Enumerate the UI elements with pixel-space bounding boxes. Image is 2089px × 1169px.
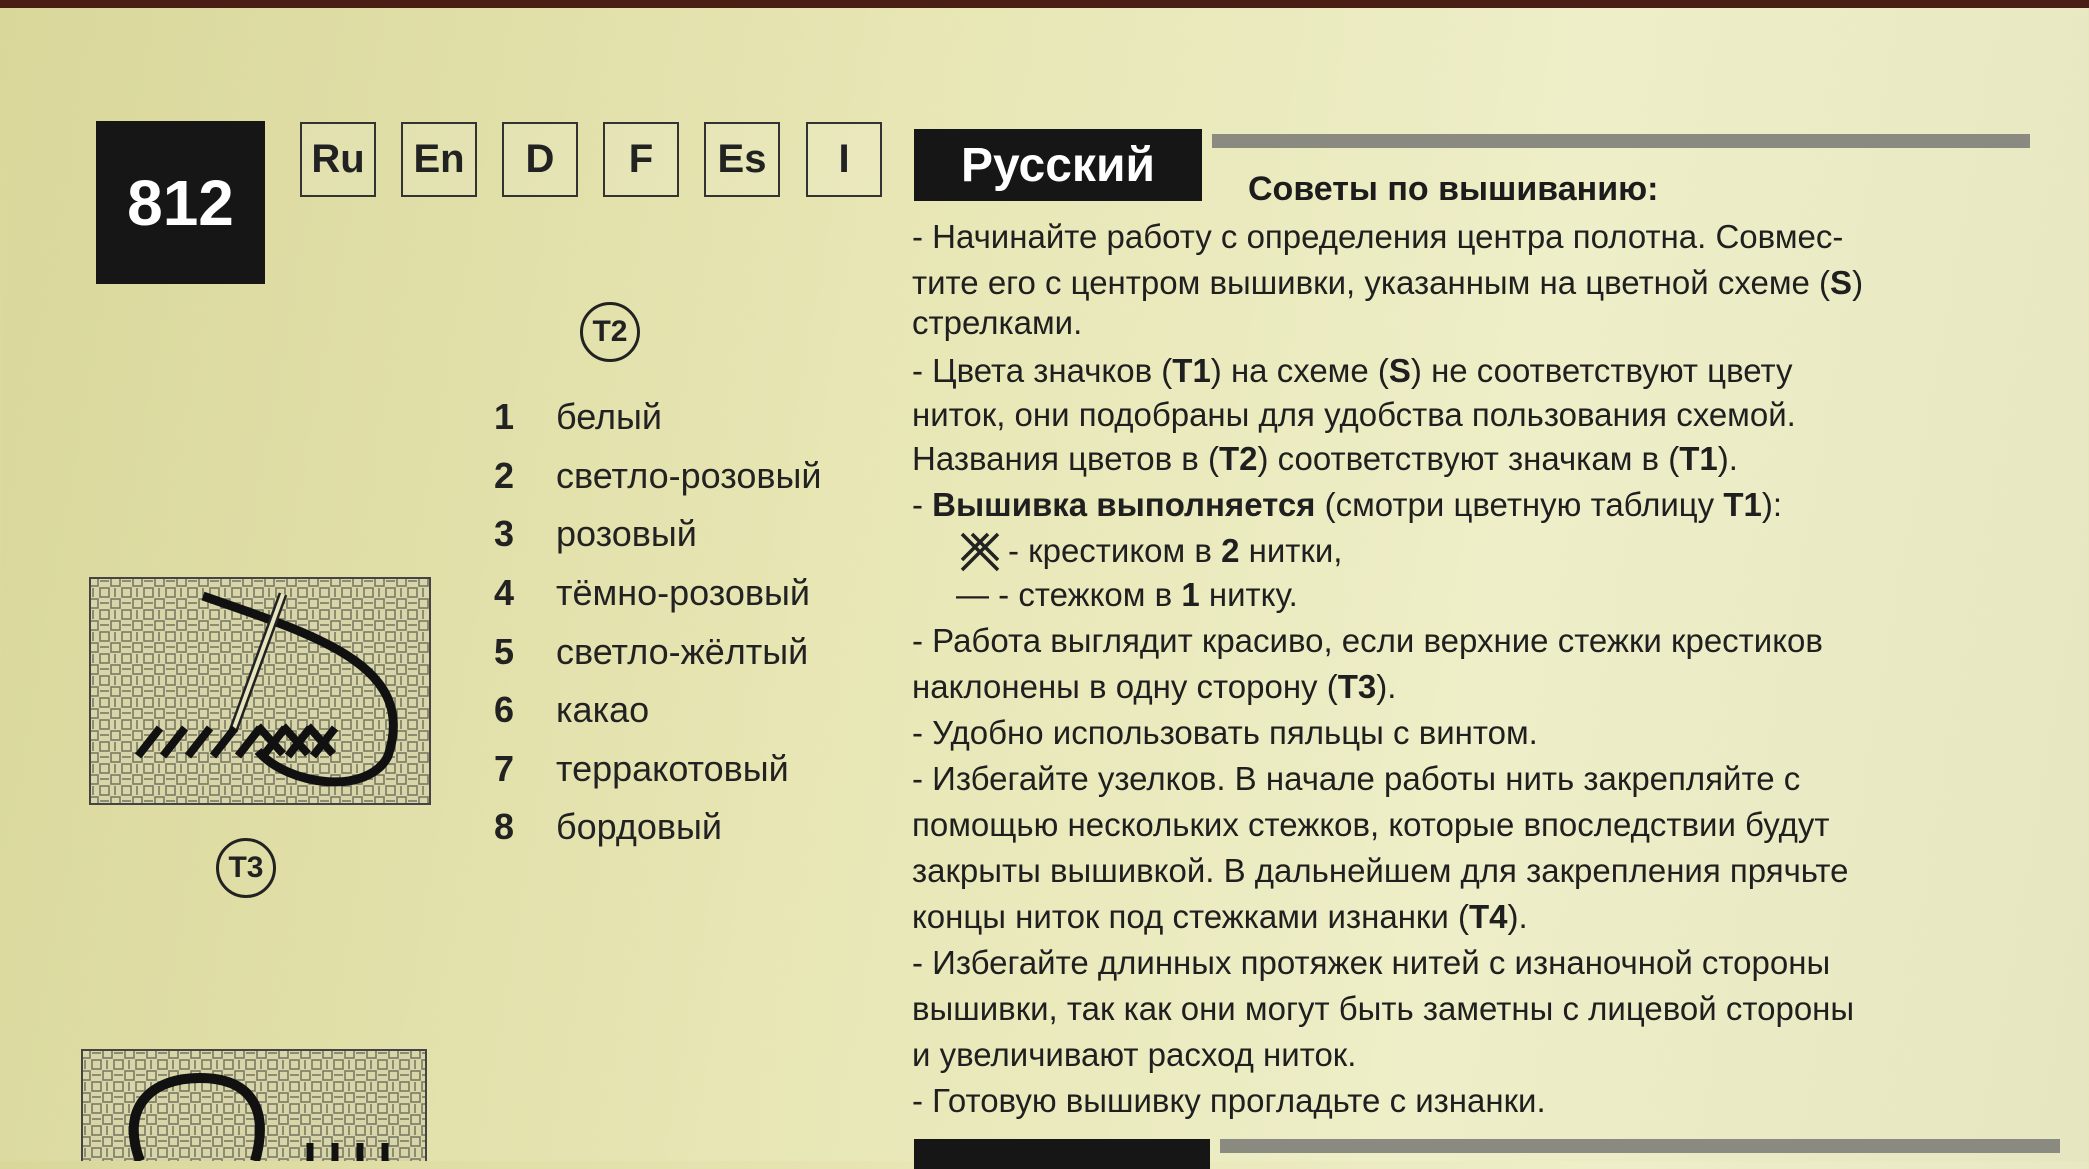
color-row <box>494 396 662 438</box>
color-name: тёмно-розовый <box>556 572 811 613</box>
tip-line: закрыты вышивкой. В дальнейшем для закрепления прячьте <box>912 852 1849 889</box>
lang-tab-i[interactable]: I <box>806 122 882 197</box>
tip-line: - Цвета значков (T1) на схеме (S) не соответствуют цвету <box>912 352 1793 389</box>
color-name: розовый <box>556 513 697 554</box>
section-header-russian: Русский <box>914 129 1202 201</box>
lang-tab-f[interactable]: F <box>603 122 679 197</box>
next-section-rule <box>1220 1139 2060 1153</box>
color-number: 2 <box>494 455 515 496</box>
tip-line: стрелками. <box>912 304 1083 341</box>
tip-line: помощью нескольких стежков, которые впоследствии будут <box>912 806 1830 843</box>
color-number: 5 <box>494 631 515 672</box>
lang-tab-es[interactable]: Es <box>704 122 780 197</box>
color-number: 4 <box>494 572 515 613</box>
color-row <box>494 572 810 614</box>
page-number: 812 <box>96 121 265 284</box>
badge-t2: T2 <box>580 302 640 362</box>
tip-line: - крестиком в 2 нитки, <box>1008 532 1343 569</box>
tip-line: концы ниток под стежками изнанки (T4). <box>912 898 1528 935</box>
tip-line: — - стежком в 1 нитку. <box>956 576 1298 613</box>
tip-line: - Избегайте узелков. В начале работы нить закрепляйте с <box>912 760 1801 797</box>
color-name: терракотовый <box>556 748 789 789</box>
tip-line: - Удобно использовать пяльцы с винтом. <box>912 714 1538 751</box>
stitch-illustration-icon <box>88 576 432 806</box>
tips-title: Советы по вышиванию: <box>1248 170 1659 208</box>
stitch-illustration-2-icon <box>80 1048 428 1161</box>
tip-line: вышивки, так как они могут быть заметны с лицевой стороны <box>912 990 1855 1027</box>
color-name: белый <box>556 396 663 437</box>
color-row <box>494 806 722 848</box>
lang-tab-d[interactable]: D <box>502 122 578 197</box>
color-number: 6 <box>494 689 515 730</box>
lang-tab-en[interactable]: En <box>401 122 477 197</box>
tip-line: - Начинайте работу с определения центра полотна. Совмес- <box>912 218 1844 255</box>
color-number: 1 <box>494 396 515 437</box>
badge-t3: T3 <box>216 838 276 898</box>
cross-stitch-symbol-icon <box>958 530 1002 574</box>
color-row <box>494 513 697 555</box>
color-number: 7 <box>494 748 515 789</box>
tip-line: - Готовую вышивку прогладьте с изнанки. <box>912 1082 1546 1119</box>
lang-tab-ru[interactable]: Ru <box>300 122 376 197</box>
tip-line: тите его с центром вышивки, указанным на цветной схеме (S) <box>912 264 1864 301</box>
color-name: светло-розовый <box>556 455 822 496</box>
color-row <box>494 631 808 673</box>
color-row <box>494 689 649 731</box>
next-section-header <box>914 1139 1210 1169</box>
color-row <box>494 748 789 790</box>
color-name: бордовый <box>556 806 722 847</box>
tip-line: и увеличивают расход ниток. <box>912 1036 1357 1073</box>
color-name: какао <box>556 689 650 730</box>
header-rule <box>1212 134 2030 148</box>
tip-line: Названия цветов в (T2) соответствуют значкам в (T1). <box>912 440 1738 477</box>
tip-line: ниток, они подобраны для удобства пользования схемой. <box>912 396 1796 433</box>
tip-line: наклонены в одну сторону (T3). <box>912 668 1397 705</box>
color-name: светло-жёлтый <box>556 631 809 672</box>
tip-line: - Вышивка выполняется (смотри цветную таблицу T1): <box>912 486 1783 523</box>
color-number: 3 <box>494 513 515 554</box>
tip-line: - Работа выглядит красиво, если верхние стежки крестиков <box>912 622 1823 659</box>
color-row <box>494 455 822 497</box>
tip-line: - Избегайте длинных протяжек нитей с изнаночной стороны <box>912 944 1831 981</box>
page-top-edge <box>0 0 2089 8</box>
straight-stitch-symbol: — <box>956 576 989 613</box>
color-number: 8 <box>494 806 515 847</box>
